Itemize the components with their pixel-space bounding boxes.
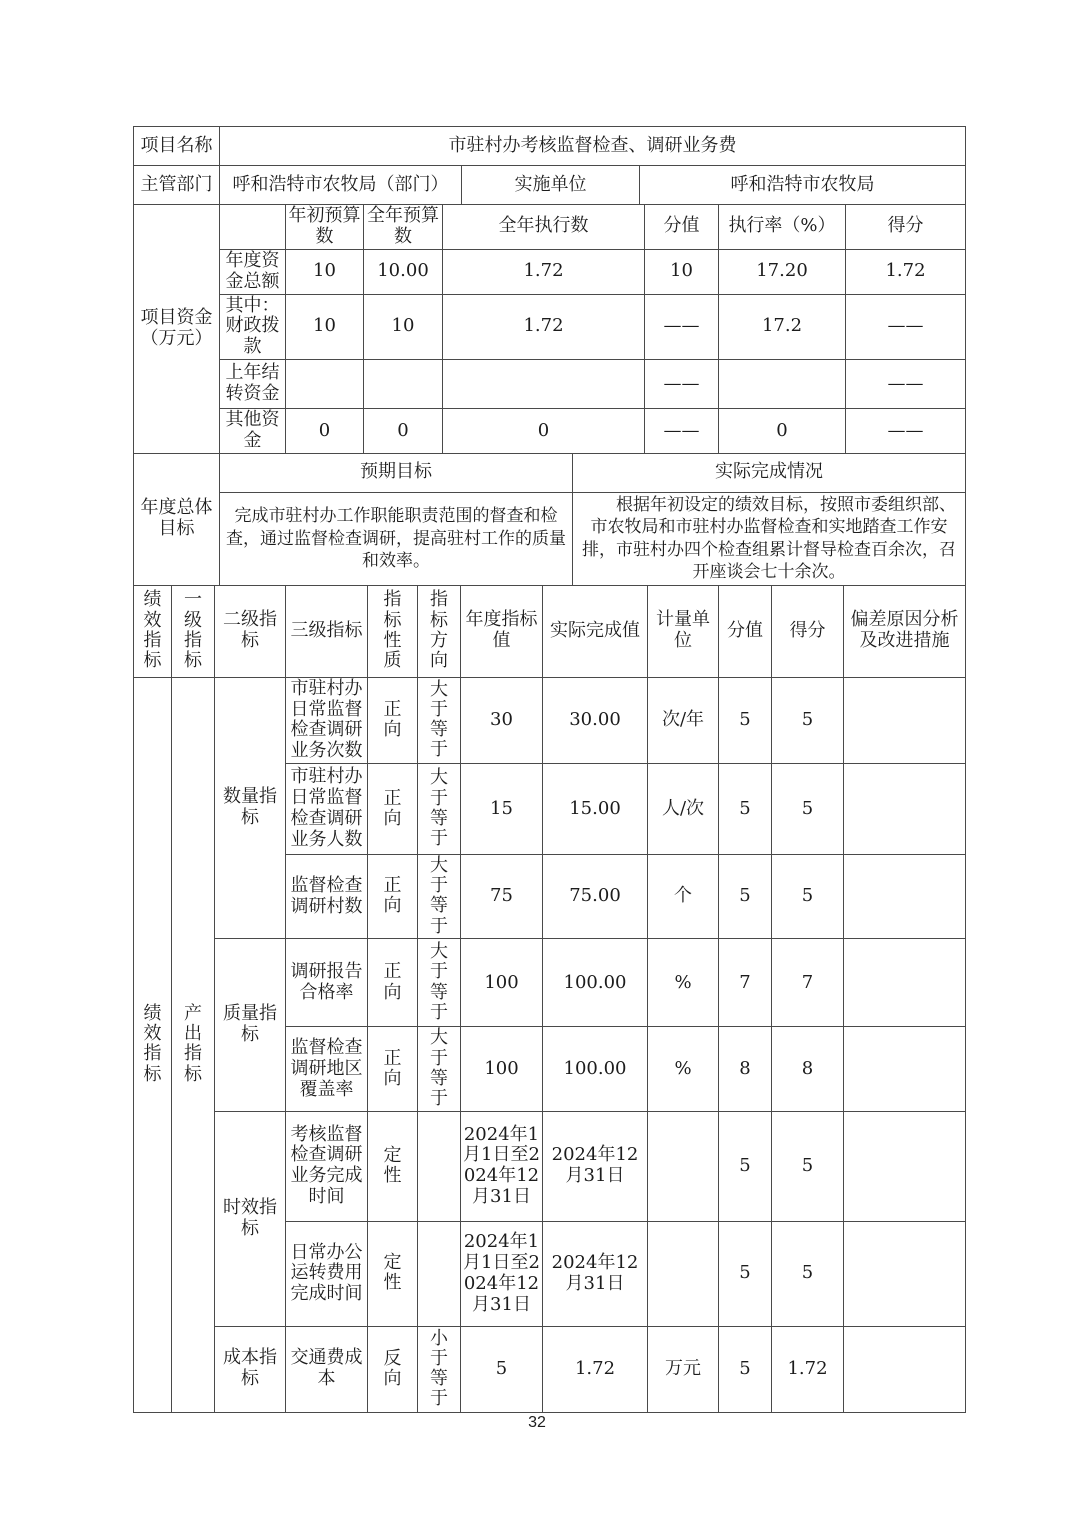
cell-l3: 交通费成本 [286,1326,368,1412]
project-name-value: 市驻村办考核监督检查、调研业务费 [220,127,966,166]
cell-direction [418,939,461,1027]
direction-text: 大于等于 [430,855,448,937]
cell-actual: 2024年12月31日 [543,1111,648,1221]
col-level1 [172,585,215,677]
cell-score: 5 [719,1326,772,1412]
cell-target: 100 [461,1027,543,1111]
cell-deviation [844,1326,966,1412]
group-time: 时效指标 [215,1111,286,1326]
cell-score: 8 [719,1027,772,1111]
expected-goal-text: 完成市驻村办工作职能职责范围的督查和检查，通过监督检查调研，提高驻村工作的质量和效率。 [220,492,573,585]
actual-completion-header: 实际完成情况 [573,453,966,492]
cell-target: 100 [461,939,543,1027]
cell-unit: % [648,939,719,1027]
funding-col-initial-budget: 年初预算数 [286,205,364,250]
funding-row-fiscal [134,294,966,360]
col-unit: 计量单位 [648,585,719,677]
cell-l3: 调研报告合格率 [286,939,368,1027]
funding-table [133,204,966,454]
col-level2: 二级指标 [215,585,286,677]
group-quality: 质量指标 [215,939,286,1111]
indicator-row [134,1326,966,1412]
cell-deviation [844,939,966,1027]
cell-l3: 市驻村办日常监督检查调研业务次数 [286,677,368,764]
cell-target: 2024年1月1日至2024年12月31日 [461,1111,543,1221]
annual-goal-label: 年度总体目标 [134,453,220,585]
cell-actual: 75.00 [543,855,648,939]
funding-row-other-label: 其他资金 [220,409,286,454]
cell-unit: 个 [648,855,719,939]
funding-row-carryover [134,360,966,409]
cell-deviation [844,764,966,855]
direction-text: 小于等于 [430,1327,448,1410]
cell-nature [368,1027,418,1111]
cell: 10 [286,249,364,294]
direction-text: 大于等于 [430,767,448,849]
cell-actual: 2024年12月31日 [543,1221,648,1326]
cell: 17.2 [719,294,846,360]
col-direction-label: 指标方向 [430,589,448,671]
cell-score: 5 [719,1111,772,1221]
funding-col-score: 得分 [846,205,966,250]
cell-direction [418,677,461,764]
cell: —— [645,294,719,360]
cell-l3: 监督检查调研地区覆盖率 [286,1027,368,1111]
direction-text: 大于等于 [430,678,448,761]
cell-got: 1.72 [772,1326,844,1412]
cell-target: 75 [461,855,543,939]
cell: —— [846,409,966,454]
cell-deviation [844,1111,966,1221]
cell-score: 5 [719,855,772,939]
perf-indicator-span-label: 绩效指标 [143,1003,162,1085]
cell-got: 5 [772,764,844,855]
cell-unit [648,1221,719,1326]
col-deviation: 偏差原因分析及改进措施 [844,585,966,677]
cell: 0 [443,409,645,454]
cell: 10.00 [364,249,443,294]
indicator-row [134,1111,966,1221]
cell-l3: 监督检查调研村数 [286,855,368,939]
funding-col-executed: 全年执行数 [443,205,645,250]
nature-text: 定性 [383,1144,402,1186]
cell-deviation [844,855,966,939]
project-info-table [133,126,966,205]
group-cost: 成本指标 [215,1326,286,1412]
funding-col-exec-rate: 执行率（%） [719,205,846,250]
cell: 1.72 [443,249,645,294]
cell-direction [418,1111,461,1221]
cell-target: 30 [461,677,543,764]
nature-text: 正向 [383,1047,402,1089]
level1-span-label: 产出指标 [184,1003,202,1085]
cell: 0 [286,409,364,454]
cell-direction [418,1027,461,1111]
cell-nature [368,855,418,939]
cell-target: 15 [461,764,543,855]
nature-text: 定性 [383,1252,402,1294]
direction-text: 大于等于 [430,1027,448,1109]
cell-actual: 100.00 [543,1027,648,1111]
cell-deviation [844,1221,966,1326]
funding-row-label: 项目资金（万元） [134,205,220,454]
project-name-label: 项目名称 [134,127,220,166]
cell-unit [648,1111,719,1221]
indicator-row [134,677,966,764]
cell-got: 5 [772,1221,844,1326]
cell: 10 [364,294,443,360]
cell-nature [368,1221,418,1326]
funding-row-fiscal-label: 其中：财政拨款 [220,294,286,360]
col-nature [368,585,418,677]
cell: 17.20 [719,249,846,294]
cell-unit: % [648,1027,719,1111]
col-perf-indicator-label: 绩效指标 [143,589,162,671]
cell-deviation [844,677,966,764]
cell: —— [645,360,719,409]
level1-span-cell [172,677,215,1412]
cell-score: 5 [719,764,772,855]
col-target-value: 年度指标值 [461,585,543,677]
cell-unit: 万元 [648,1326,719,1412]
cell-got: 5 [772,1111,844,1221]
cell-actual: 1.72 [543,1326,648,1412]
indicator-row [134,939,966,1027]
cell-nature [368,939,418,1027]
cell-got: 7 [772,939,844,1027]
indicators-header-row [134,585,966,677]
cell-nature [368,1326,418,1412]
indicators-table [133,585,966,1413]
col-level3: 三级指标 [286,585,368,677]
col-perf-indicator [134,585,172,677]
cell-actual: 30.00 [543,677,648,764]
cell-got: 5 [772,855,844,939]
nature-text: 反向 [383,1347,402,1389]
cell-nature [368,764,418,855]
funding-col-annual-budget: 全年预算数 [364,205,443,250]
expected-goal-header: 预期目标 [220,453,573,492]
nature-text: 正向 [383,698,402,741]
dept-label: 主管部门 [134,166,220,205]
cell-nature [368,1111,418,1221]
cell [364,360,443,409]
cell [286,360,364,409]
group-quantity: 数量指标 [215,677,286,939]
cell-direction [418,764,461,855]
col-direction [418,585,461,677]
actual-completion-text: 根据年初设定的绩效目标，按照市委组织部、市农牧局和市驻村办监督检查和实地踏查工作安排，市驻村办四个检查组累计督导检查百余次，召开座谈会七十余次。 [573,492,966,585]
cell-target: 2024年1月1日至2024年12月31日 [461,1221,543,1326]
cell-score: 5 [719,677,772,764]
cell-actual: 15.00 [543,764,648,855]
annual-goal-table [133,453,966,586]
cell: 0 [719,409,846,454]
funding-row-total-label: 年度资金总额 [220,249,286,294]
page-number: 32 [528,1414,546,1431]
cell: —— [645,409,719,454]
cell: 1.72 [443,294,645,360]
cell: —— [846,294,966,360]
cell-direction [418,855,461,939]
col-actual-value: 实际完成值 [543,585,648,677]
col-nature-label: 指标性质 [383,589,402,671]
direction-text: 大于等于 [430,941,448,1023]
cell-unit: 次/年 [648,677,719,764]
col-score-value: 分值 [719,585,772,677]
cell-score: 7 [719,939,772,1027]
cell-got: 5 [772,677,844,764]
col-score-got: 得分 [772,585,844,677]
cell: 10 [645,249,719,294]
impl-unit-value: 呼和浩特市农牧局 [640,166,966,205]
funding-row-carryover-label: 上年结转资金 [220,360,286,409]
nature-text: 正向 [383,875,402,917]
cell-score: 5 [719,1221,772,1326]
impl-unit-label: 实施单位 [462,166,640,205]
funding-row-total [134,249,966,294]
funding-sublabel-spacer [220,205,286,250]
cell: 0 [364,409,443,454]
cell-unit: 人/次 [648,764,719,855]
cell-nature [368,677,418,764]
cell-target: 5 [461,1326,543,1412]
funding-col-score-value: 分值 [645,205,719,250]
cell: 10 [286,294,364,360]
cell-direction [418,1326,461,1412]
perf-indicator-span-cell [134,677,172,1412]
cell: 1.72 [846,249,966,294]
cell-l3: 市驻村办日常监督检查调研业务人数 [286,764,368,855]
cell-direction [418,1221,461,1326]
cell-l3: 日常办公运转费用完成时间 [286,1221,368,1326]
cell-l3: 考核监督检查调研业务完成时间 [286,1111,368,1221]
cell-deviation [844,1027,966,1111]
dept-value: 呼和浩特市农牧局（部门） [220,166,462,205]
cell [719,360,846,409]
performance-report-document [133,126,965,1413]
cell [443,360,645,409]
cell-got: 8 [772,1027,844,1111]
cell: —— [846,360,966,409]
col-level1-label: 一级指标 [184,589,202,671]
nature-text: 正向 [383,961,402,1003]
nature-text: 正向 [383,787,402,829]
funding-row-other [134,409,966,454]
cell-actual: 100.00 [543,939,648,1027]
